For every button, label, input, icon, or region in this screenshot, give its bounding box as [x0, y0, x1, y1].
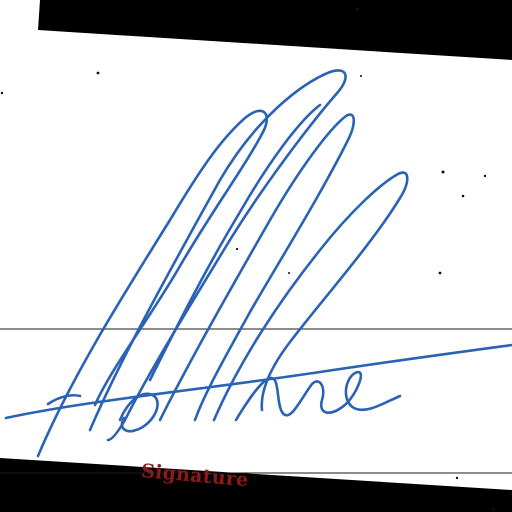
signature-loop-2 [90, 70, 346, 440]
signature-caption: Signature [140, 460, 250, 492]
signature-underline-stroke [6, 345, 512, 418]
signature-loop-1 [38, 111, 267, 456]
signature-loop-4 [160, 115, 354, 420]
